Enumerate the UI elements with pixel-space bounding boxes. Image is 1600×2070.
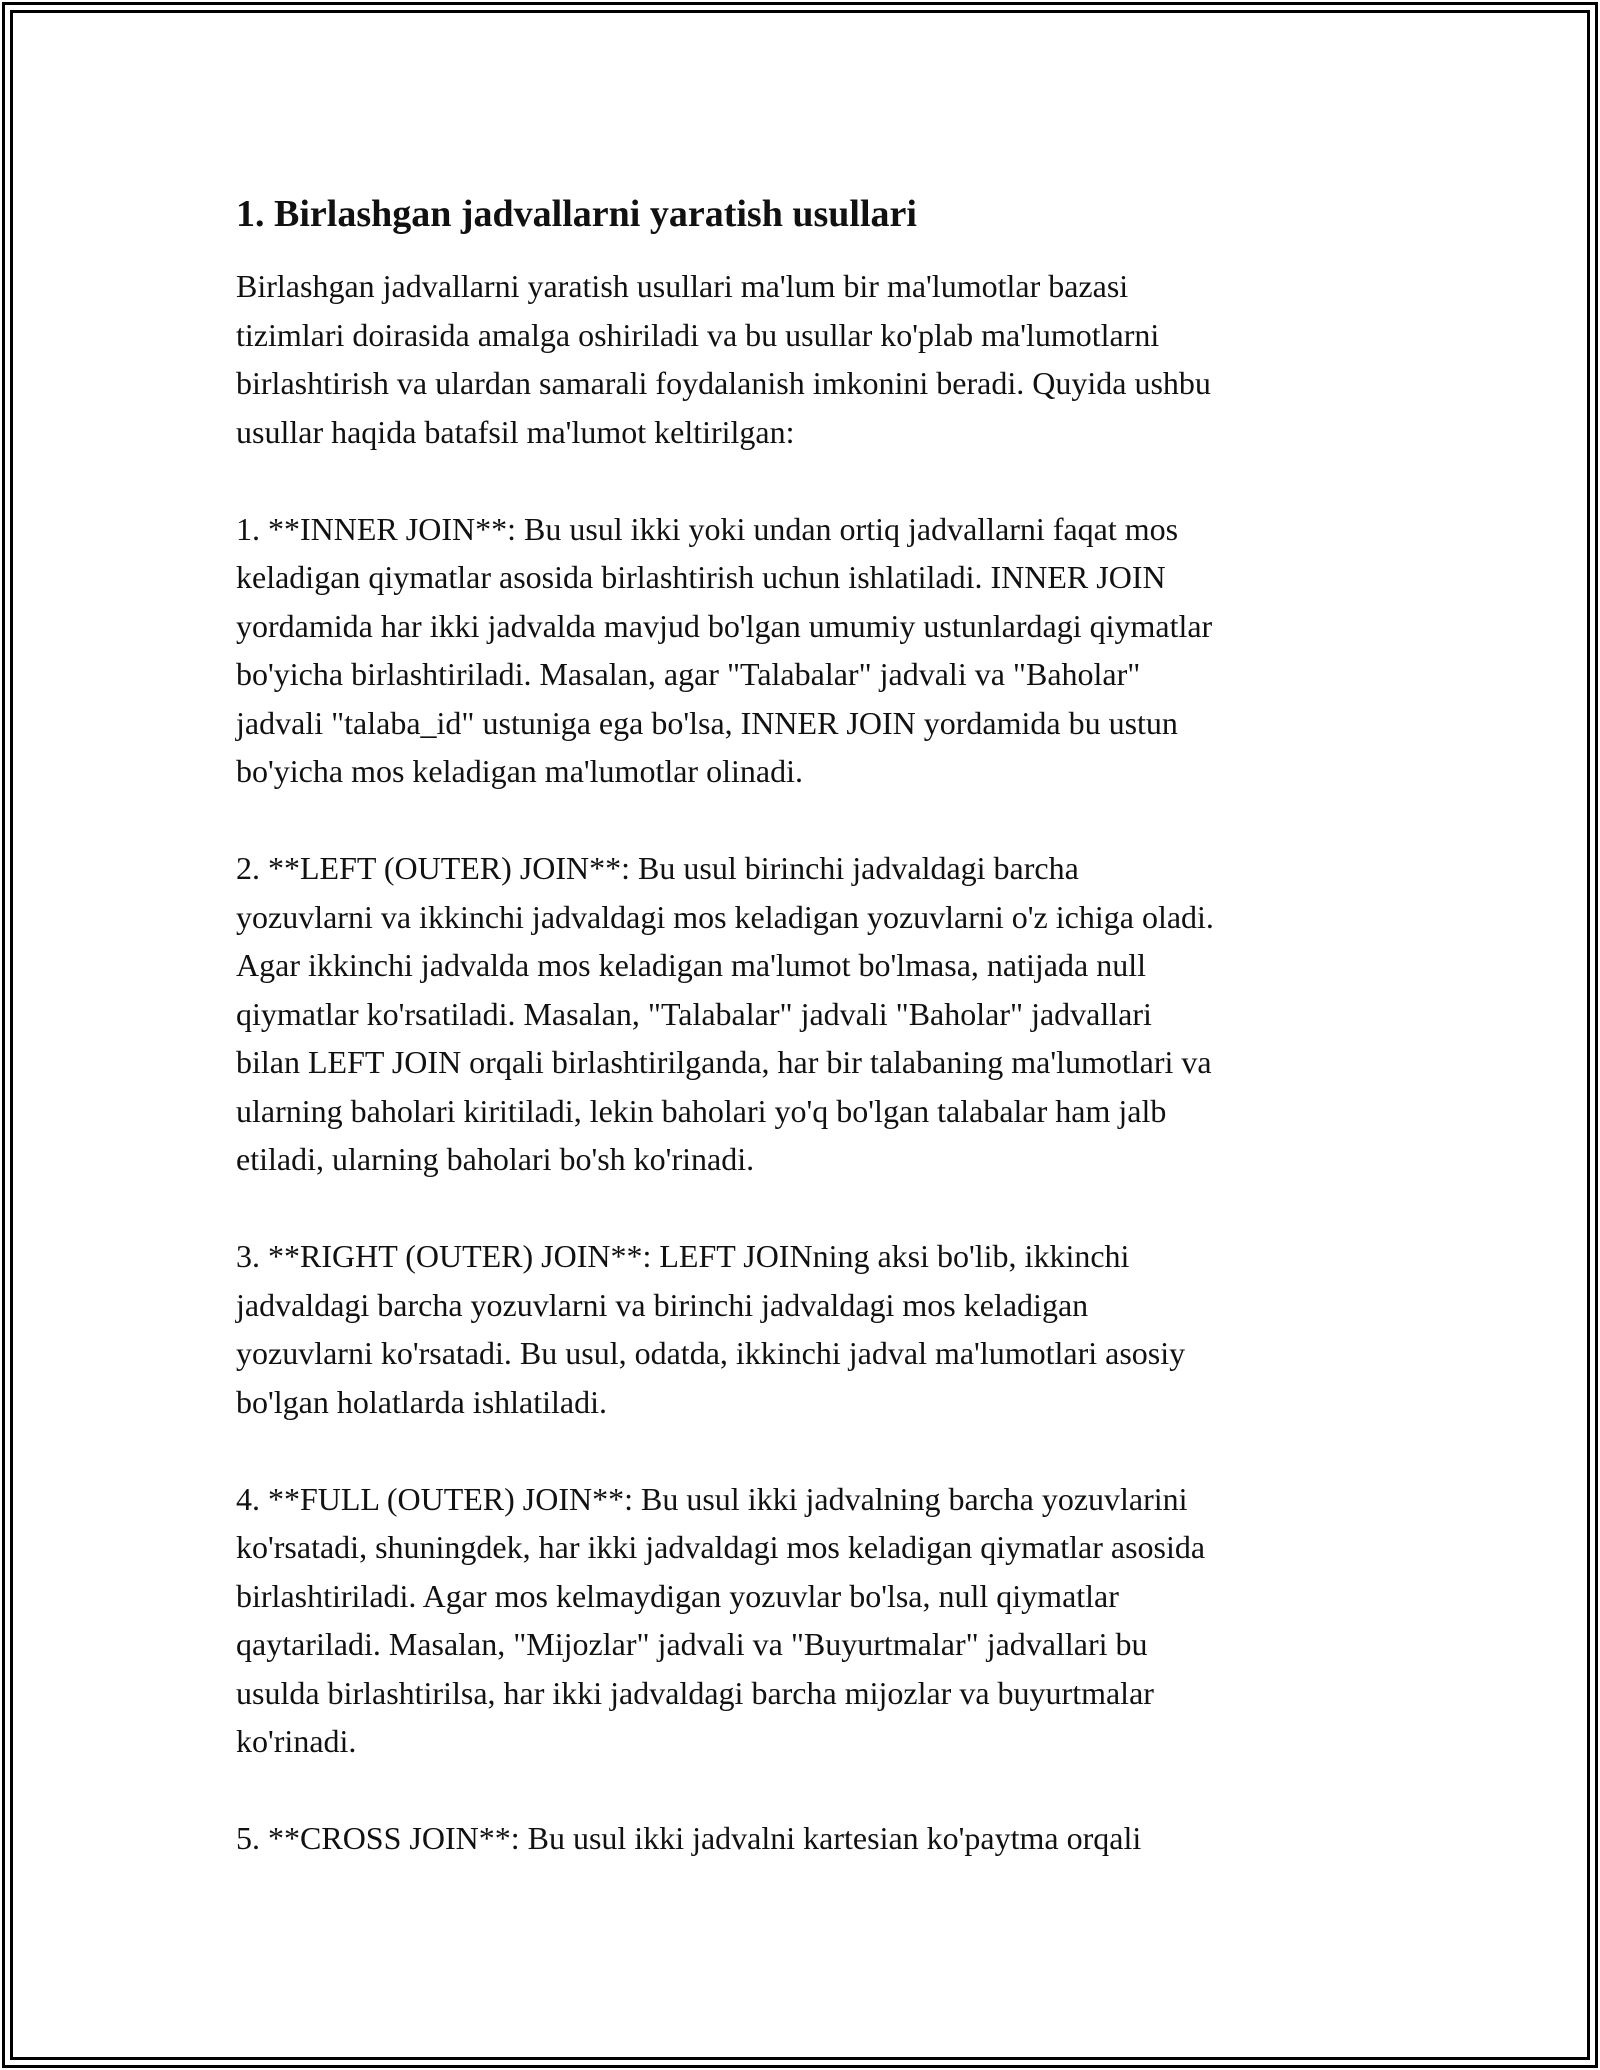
cross-join-paragraph: 5. **CROSS JOIN**: Bu usul ikki jadvalni kartesian ko'paytma orqali	[236, 1820, 1142, 1856]
document-page	[236, 188, 1386, 1911]
document-title: 1. Birlashgan jadvallarni yaratish usullari	[236, 193, 917, 235]
inner-join-paragraph: 1. **INNER JOIN**: Bu usul ikki yoki undan ortiq jadvallarni faqat mos keladigan qiymatlar asosida birlashtirish uchun ishlatiladi. INNER JOIN yordamida har ikki jadvalda mavjud bo'lgan umumiy ustunlardagi qiymatlar bo'yicha birlashtiriladi. Masalan, agar "Talabalar" jadvali va "Baholar" jadvali "talaba_id" ustuniga ega bo'lsa, INNER JOIN yordamida bu ustun bo'yicha mos keladigan ma'lumotlar olinadi.	[236, 510, 1213, 789]
right-join-paragraph: 3. **RIGHT (OUTER) JOIN**: LEFT JOINning aksi bo'lib, ikkinchi jadvaldagi barcha yozuvlarni va birinchi jadvaldagi mos keladigan yozuvlarni ko'rsatadi. Bu usul, odatda, ikkinchi jadval ma'lumotlari asosiy bo'lgan holatlarda ishlatiladi.	[236, 1238, 1186, 1420]
intro-paragraph: Birlashgan jadvallarni yaratish usullari ma'lum bir ma'lumotlar bazasi tizimlari doirasida amalga oshiriladi va bu usullar ko'plab ma'lumotlarni birlashtirish va ulardan samarali foydalanish imkonini beradi. Quyida ushbu usullar haqida batafsil ma'lumot keltirilgan:	[236, 268, 1211, 450]
full-join-paragraph: 4. **FULL (OUTER) JOIN**: Bu usul ikki jadvalning barcha yozuvlarini ko'rsatadi, shuningdek, har ikki jadvaldagi mos keladigan qiymatlar asosida birlashtiriladi. Agar mos kelmaydigan yozuvlar bo'lsa, null qiymatlar qaytariladi. Masalan, "Mijozlar" jadvali va "Buyurtmalar" jadvallari bu usulda birlashtirilsa, har ikki jadvaldagi barcha mijozlar va buyurtmalar ko'rinadi.	[236, 1480, 1206, 1759]
left-join-paragraph: 2. **LEFT (OUTER) JOIN**: Bu usul birinchi jadvaldagi barcha yozuvlarni va ikkinchi jadvaldagi mos keladigan yozuvlarni o'z ichiga oladi. Agar ikkinchi jadvalda mos keladigan ma'lumot bo'lmasa, natijada null qiymatlar ko'rsatiladi. Masalan, "Talabalar" jadvali "Baholar" jadvallari bilan LEFT JOIN orqali birlashtirilganda, har bir talabaning ma'lumotlari va ularning baholari kiritiladi, lekin baholari yo'q bo'lgan talabalar ham jalb etiladi, ularning baholari bo'sh ko'rinadi.	[236, 850, 1214, 1177]
